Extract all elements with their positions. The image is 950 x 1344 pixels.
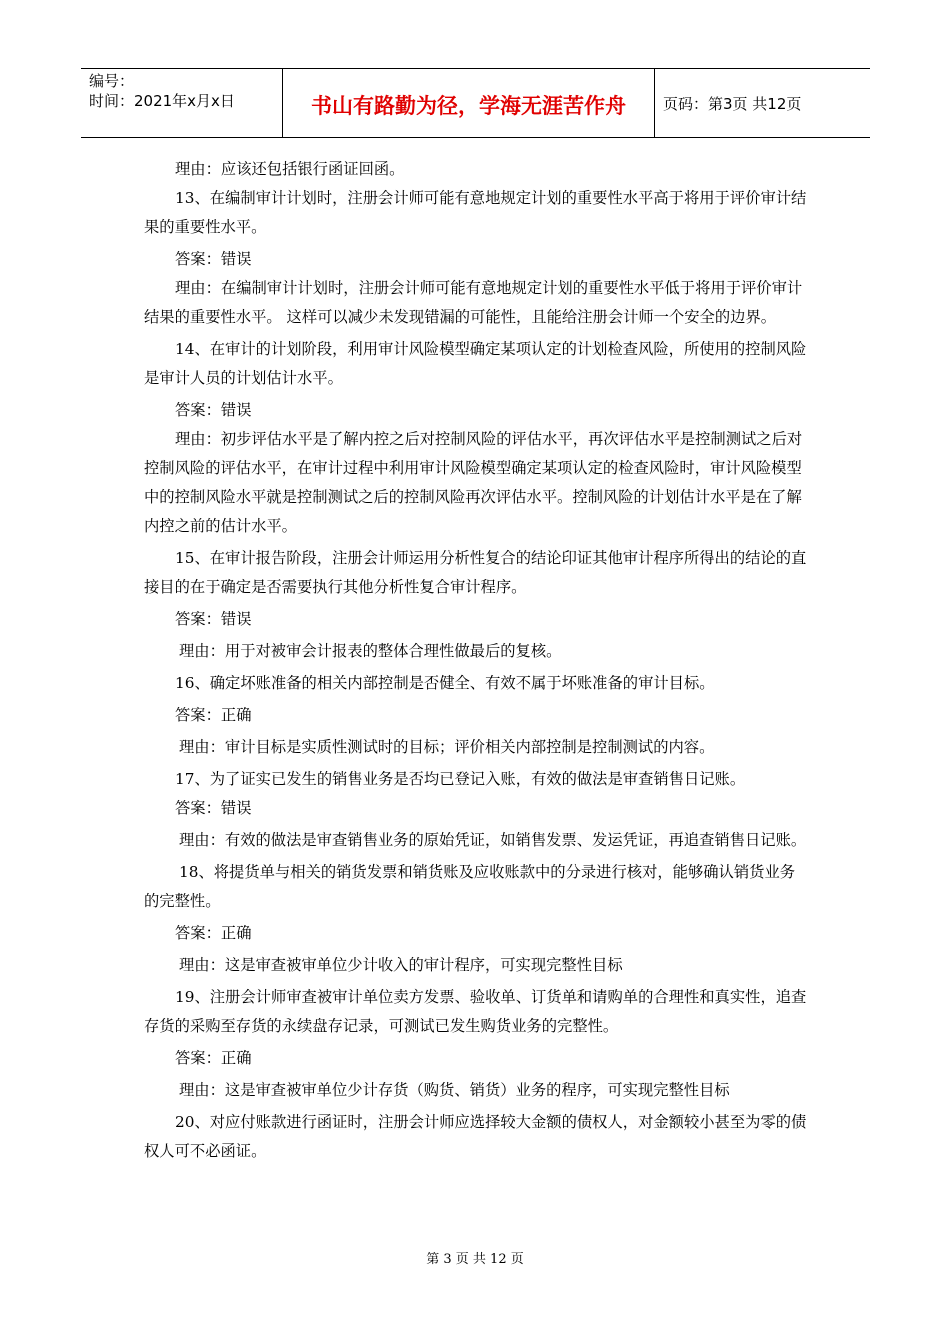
- paragraph: 理由：应该还包括银行函证回函。: [175, 160, 405, 178]
- reason-14: 理由：初步评估水平是了解内控之后对控制风险的评估水平，再次评估水平是控制测试之后对控制风险的评估水平，在审计过程中利用审计风险模型确定某项认定的检查风险时，审计风险模型中的控制风险水平就是控制测试之后的控制风险再次评估水平。控制风险的计划估计水平是在了解内控之前的估计水平。: [144, 430, 803, 535]
- header-meta: [81, 69, 282, 137]
- reason-15: 理由：用于对被审会计报表的整体合理性做最后的复核。: [179, 642, 562, 660]
- document-time: 时间：2021年x月x日: [89, 92, 235, 110]
- header-page-info: 页码：第3页 共12页: [663, 94, 802, 113]
- question-20: 20、对应付账款进行函证时，注册会计师应选择较大金额的债权人，对金额较小甚至为零的债权人可不必函证。: [144, 1113, 807, 1160]
- answer-14: 答案：错误: [175, 401, 252, 419]
- document-body: [144, 155, 808, 1166]
- answer-16: 答案：正确: [175, 706, 252, 724]
- reason-13: 理由：在编制审计计划时，注册会计师可能有意地规定计划的重要性水平低于将用于评价审计结果的重要性水平。 这样可以减少未发现错漏的可能性，且能给注册会计师一个安全的边界。: [144, 279, 803, 326]
- question-18: 18、将提货单与相关的销货发票和销货账及应收账款中的分录进行核对，能够确认销货业务的完整性。: [144, 863, 796, 910]
- question-16: 16、确定坏账准备的相关内部控制是否健全、有效不属于坏账准备的审计目标。: [175, 674, 715, 692]
- reason-17: 理由：有效的做法是审查销售业务的原始凭证，如销售发票、发运凭证，再追查销售日记账。: [179, 831, 807, 849]
- answer-19: 答案：正确: [175, 1049, 252, 1067]
- question-17: 17、为了证实已发生的销售业务是否均已登记入账，有效的做法是审查销售日记账。: [175, 770, 746, 788]
- reason-18: 理由：这是审查被审单位少计收入的审计程序，可实现完整性目标: [179, 956, 623, 974]
- answer-15: 答案：错误: [175, 610, 252, 628]
- reason-16: 理由：审计目标是实质性测试时的目标；评价相关内部控制是控制测试的内容。: [179, 738, 715, 756]
- reason-19: 理由：这是审查被审单位少计存货（购货、销货）业务的程序，可实现完整性目标: [179, 1081, 730, 1099]
- answer-18: 答案：正确: [175, 924, 252, 942]
- question-14: 14、在审计的计划阶段，利用审计风险模型确定某项认定的计划检查风险，所使用的控制风险是审计人员的计划估计水平。: [144, 340, 807, 387]
- page-header: [81, 68, 870, 138]
- answer-13: 答案：错误: [175, 250, 252, 268]
- question-15: 15、在审计报告阶段，注册会计师运用分析性复合的结论印证其他审计程序所得出的结论的直接目的在于确定是否需要执行其他分析性复合审计程序。: [144, 549, 807, 596]
- question-19: 19、注册会计师审查被审计单位卖方发票、验收单、订货单和请购单的合理性和真实性，追查存货的采购至存货的永续盘存记录，可测试已发生购货业务的完整性。: [144, 988, 807, 1035]
- answer-17: 答案：错误: [175, 799, 252, 817]
- question-13: 13、在编制审计计划时，注册会计师可能有意地规定计划的重要性水平高于将用于评价审计结果的重要性水平。: [144, 189, 807, 236]
- document-number-label: 编号：: [89, 72, 135, 90]
- header-motto: 书山有路勤为径，学海无涯苦作舟: [282, 69, 655, 137]
- page-footer: 第 3 页 共 12 页: [426, 1252, 524, 1267]
